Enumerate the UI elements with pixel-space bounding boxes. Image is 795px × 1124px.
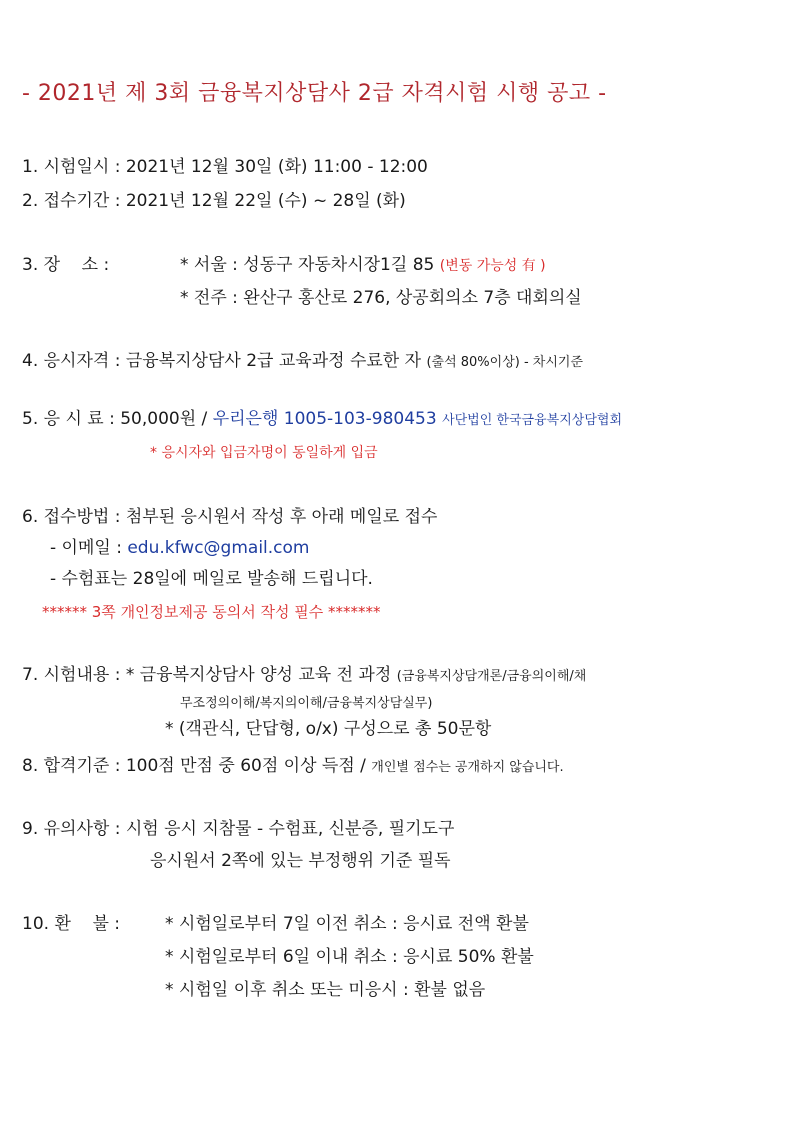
pass-criteria-note: 개인별 점수는 공개하지 않습니다. [371, 760, 564, 775]
eligibility-note: (출석 80%이상) - 차시기준 [426, 355, 584, 370]
ticket-notice: - 수험표는 28일에 메일로 발송해 드립니다. [50, 569, 373, 589]
pass-criteria-text: 8. 합격기준 : 100점 만점 중 60점 이상 득점 / [22, 756, 366, 776]
eligibility-text: 4. 응시자격 : 금융복지상담사 2급 교육과정 수료한 자 [22, 351, 422, 371]
application-period: 2. 접수기간 : 2021년 12월 22일 (수) ~ 28일 (화) [22, 191, 406, 211]
exam-content-note-1: (금융복지상담개론/금융의이해/채 [396, 669, 587, 684]
account-holder: 사단법인 한국금융복지상담협회 [442, 413, 623, 428]
venue-label: 3. 장 소 : [22, 255, 110, 275]
exam-format: * (객관식, 단답형, o/x) 구성으로 총 50문항 [165, 719, 492, 739]
venue-seoul-note: (변동 가능성 有 ) [439, 258, 546, 274]
email-row [50, 537, 309, 559]
precautions-cheating: 응시원서 2쪽에 있는 부정행위 기준 필독 [150, 851, 451, 871]
email-address[interactable]: edu.kfwc@gmail.com [127, 538, 310, 558]
refund-none: * 시험일 이후 취소 또는 미응시 : 환불 없음 [165, 980, 486, 1000]
exam-fee [22, 408, 622, 432]
exam-content-note-2: 무조정의이해/복지의이해/금융복지상담실무) [180, 696, 433, 711]
exam-fee-text: 5. 응 시 료 : 50,000원 / [22, 409, 208, 429]
exam-content [22, 664, 586, 688]
deposit-name-notice: * 응시자와 입금자명이 동일하게 입금 [150, 445, 378, 461]
exam-datetime: 1. 시험일시 : 2021년 12월 30일 (화) 11:00 - 12:00 [22, 157, 428, 177]
application-method: 6. 접수방법 : 첨부된 응시원서 작성 후 아래 메일로 접수 [22, 507, 438, 527]
eligibility [22, 350, 583, 374]
bank-account: 우리은행 1005-103-980453 [212, 409, 437, 429]
venue-jeonju: * 전주 : 완산구 홍산로 276, 상공회의소 7층 대회의실 [180, 288, 582, 308]
refund-label: 10. 환 불 : [22, 914, 121, 934]
notice-title: - 2021년 제 3회 금융복지상담사 2급 자격시험 시행 공고 - [22, 81, 607, 106]
venue-seoul [180, 254, 546, 277]
precautions: 9. 유의사항 : 시험 응시 지참물 - 수험표, 신분증, 필기도구 [22, 819, 455, 839]
privacy-consent-required: ****** 3쪽 개인정보제공 동의서 작성 필수 ******* [42, 603, 381, 621]
venue-seoul-text: * 서울 : 성동구 자동차시장1길 85 [180, 255, 435, 275]
pass-criteria [22, 755, 564, 779]
exam-content-text: 7. 시험내용 : * 금융복지상담사 양성 교육 전 과정 [22, 665, 392, 685]
email-label: - 이메일 : [50, 538, 122, 558]
refund-full: * 시험일로부터 7일 이전 취소 : 응시료 전액 환불 [165, 914, 529, 934]
refund-half: * 시험일로부터 6일 이내 취소 : 응시료 50% 환불 [165, 947, 534, 967]
